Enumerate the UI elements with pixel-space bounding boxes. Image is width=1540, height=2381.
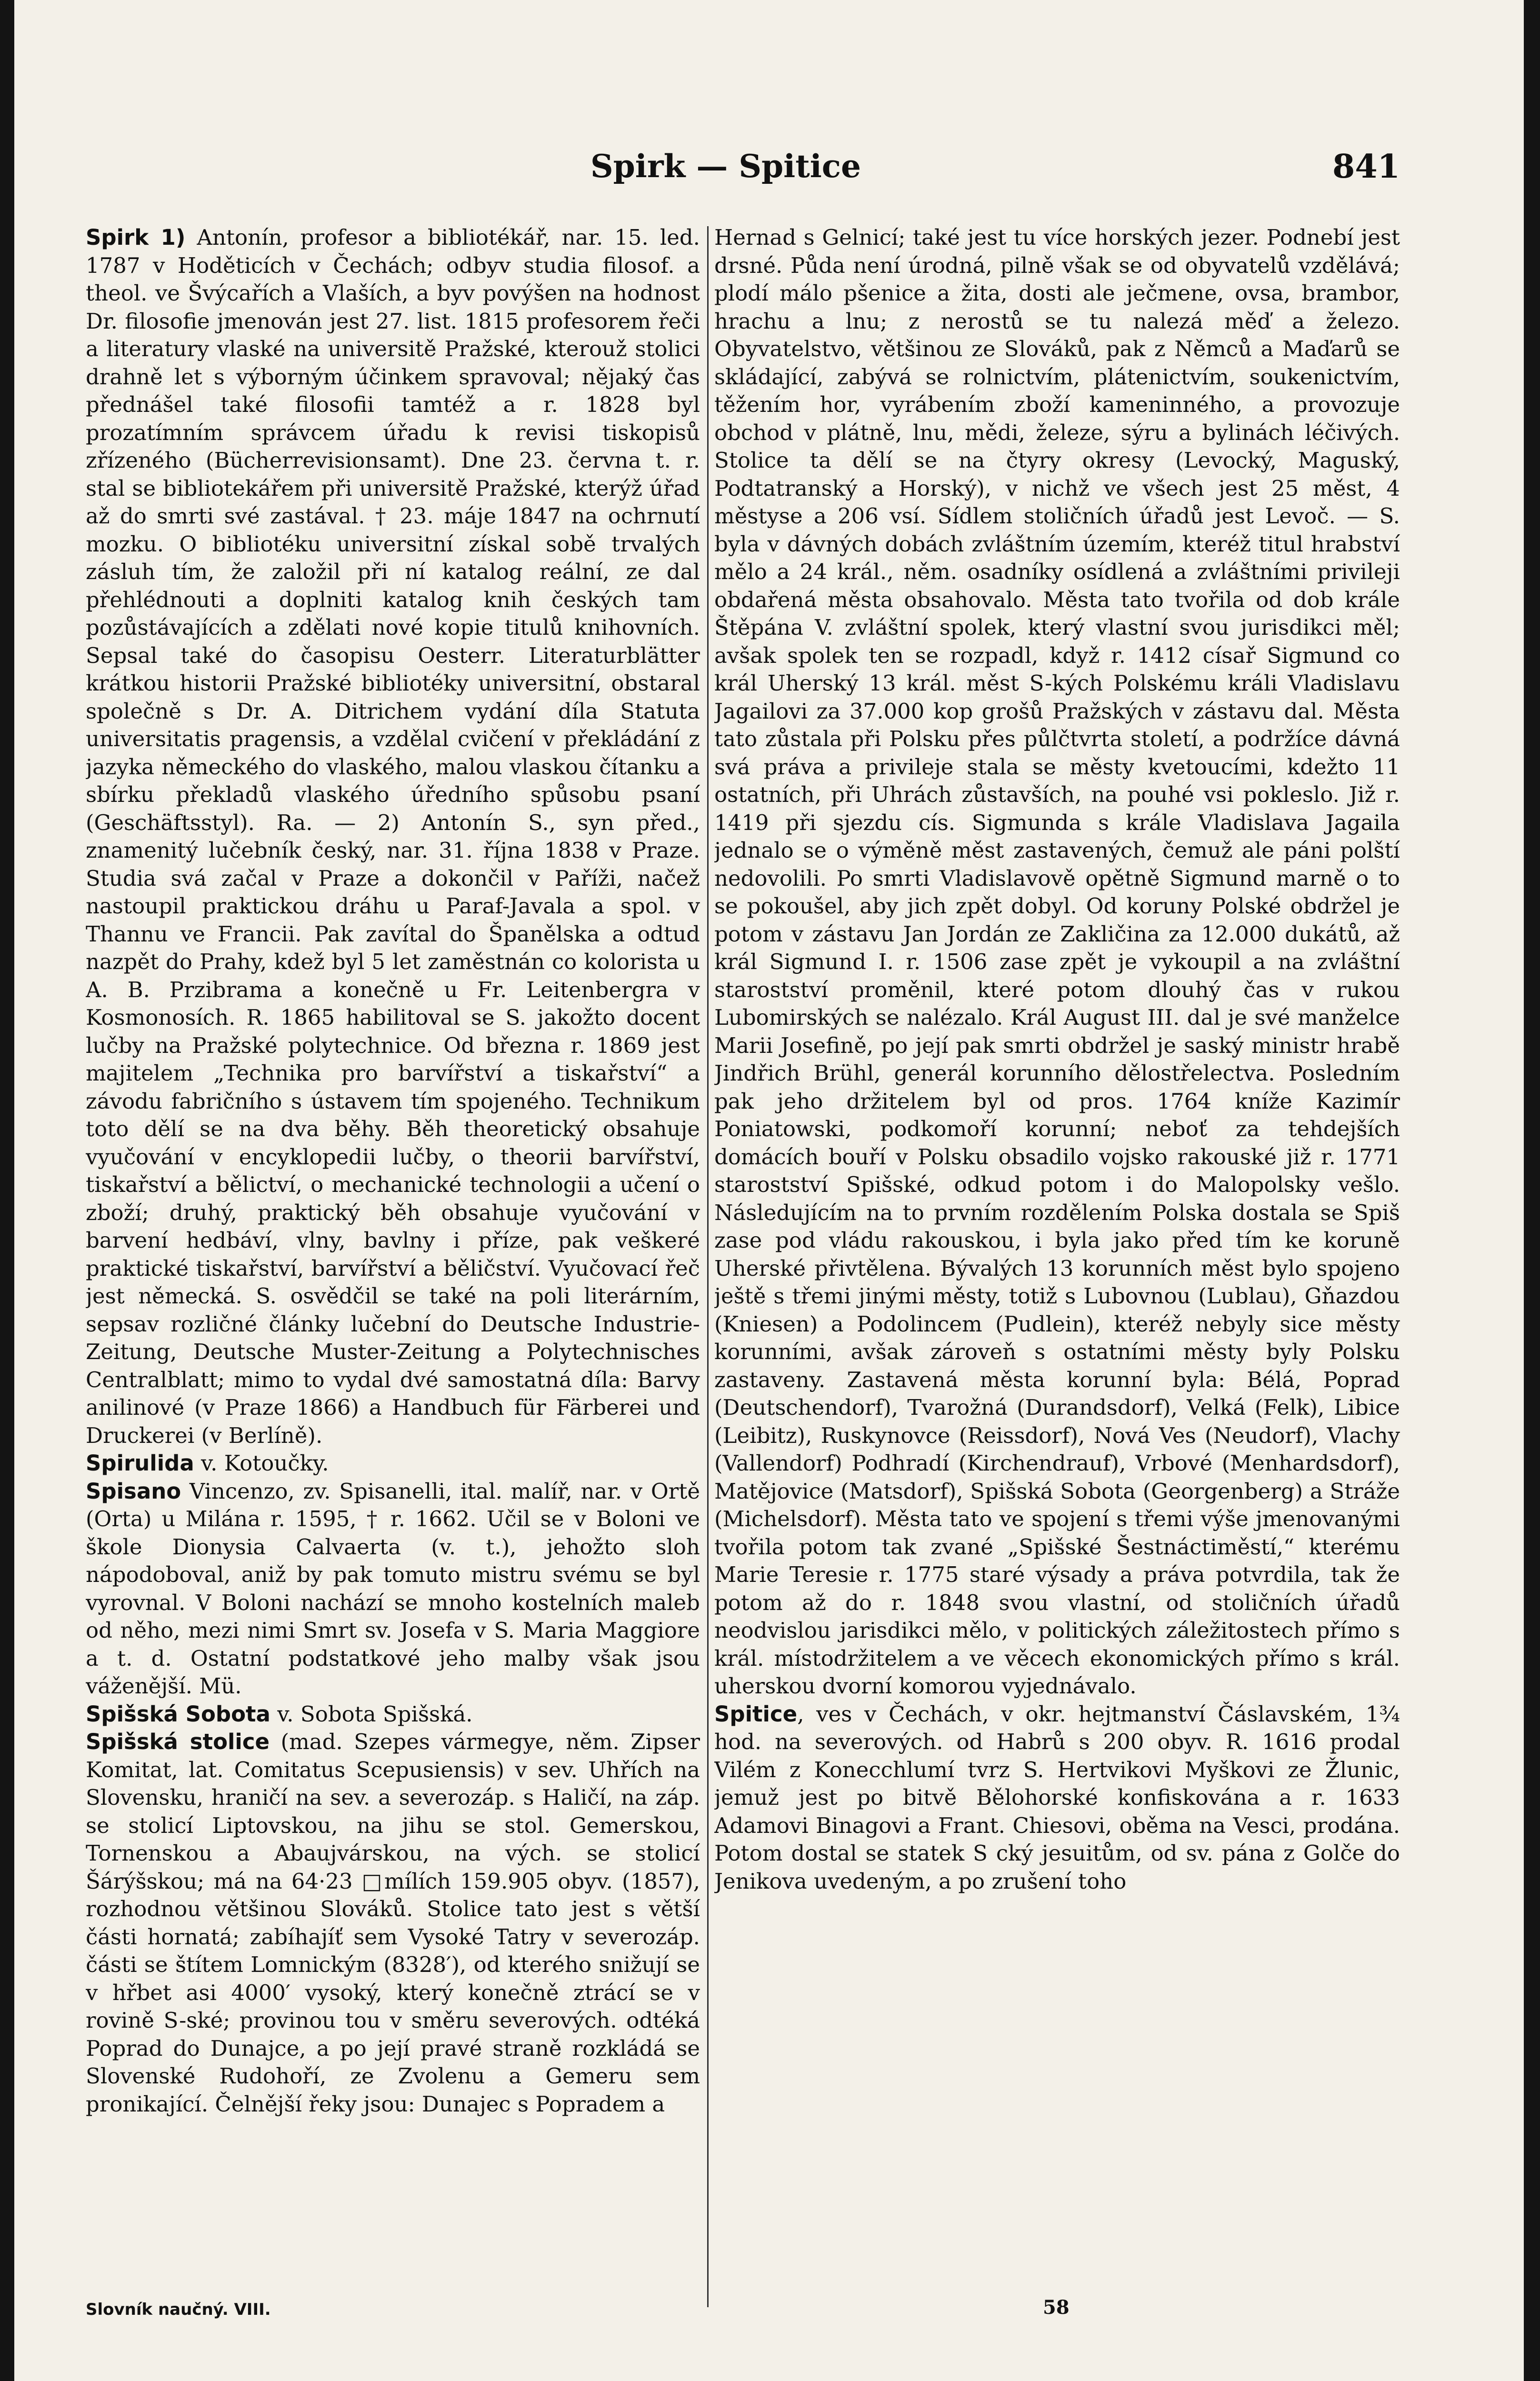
entry-spirulida — [86, 1450, 700, 1478]
headword: Spirulida — [86, 1451, 194, 1476]
entry-text: , ves v Čechách, v okr. hejtmanství Čáslavském, 1¾ hod. na severových. od Habrů s 200 obyv. R. 1616 prodal Vilém z Konecchlumí tvrz S. Hertvikovi Myškovi ze Žlunic, jemuž jest po bitvě Bělohorské konfiskována a r. 1633 Adamovi Binagovi a Frant. Chiesovi, oběma na Vesci, prodána. Potom dostal se statek S cký jesuitům, od sv. pána z Golče do Jenikova uvedeným, a po zrušení toho — [714, 1701, 1400, 1894]
entry-continuation — [714, 224, 1400, 1701]
entry-spitice — [714, 1701, 1400, 1896]
entry-spirk — [86, 224, 700, 1450]
right-column — [714, 224, 1400, 2271]
headword: Spišská stolice — [86, 1729, 270, 1754]
entry-text: v. Kotoučky. — [194, 1451, 329, 1476]
sheet-number: 58 — [1043, 2296, 1070, 2319]
left-column — [86, 224, 700, 2271]
page-header — [76, 143, 1400, 195]
headword: Spišská Sobota — [86, 1701, 270, 1727]
running-title: Spirk — Spitice — [590, 148, 861, 185]
entry-text: Vincenzo, zv. Spisanelli, ital. malíř, nar. v Ortě (Orta) u Milána r. 1595, † r. 1662. Učil se v Boloni ve škole Dionysia Calvaerta (v. t.), jehožto sloh nápodoboval, aniž by pak tomuto mistru svému se byl vyrovnal. V Boloni nachází se mnoho kostelních maleb od něho, mezi nimi Smrt sv. Josefa v S. Maria Maggiore a t. d. Ostatní podstatkové jeho malby však jsou váženější. Mü. — [86, 1478, 700, 1699]
entry-text: Hernad s Gelnicí; také jest tu více horských jezer. Podnebí jest drsné. Půda není úrodná, pilně však se od obyvatelů vzdělává; plodí málo pšenice a žita, dosti ale ječmene, ovsa, brambor, hrachu a lnu; z nerostů se tu nalezá měď a železo. Obyvatelstvo, většinou ze Slováků, pak z Němců a Maďarů se skládající, zabývá se rolnictvím, plátenictvím, soukenictvím, těžením hor, vyrábením zboží kameninného, a provozuje obchod v plátně, lnu, mědi, železe, sýru a bylinách léčivých. Stolice ta dělí se na čtyry okresy (Levocký, Maguský, Podtatranský a Horský), v nichž ve všech jest 25 měst, 4 městyse a 206 vsí. Sídlem stoličních úřadů jest Levoč. — S. byla v dávných dobách zvláštním územím, kteréž titul hrabství mělo a 24 král., něm. osadníky osídlená a zvláštními privileji obdařená města obsahovalo. Města tato tvořila od dob krále Štěpána V. zvláštní spolek, který vlastní svou jurisdikci měl; avšak spolek ten se rozpadl, když r. 1412 císař Sigmund co král Uherský 13 král. měst S-kých Polskému králi Vladislavu Jagailovi za 37.000 kop grošů Pražských v zástavu dal. Města tato zůstala při Polsku přes půlčtvrta století, a podržíce dávná svá práva a privileje stala se městy kvetoucími, kdežto 11 ostatních, při Uhrách zůstavších, na pouhé vsi pokleslo. Již r. 1419 při sjezdu cís. Sigmunda s krále Vladislava Jagaila jednalo se o výměně měst zastavených, čemuž ale páni polští nedovolili. Po smrti Vladislavově opětně Sigmund marně o to se pokoušel, aby jich zpět dobyl. Od koruny Polské obdržel je potom v zástavu Jan Jordán ze Zakličina za 12.000 dukátů, až král Sigmund I. r. 1506 zase zpět je vykoupil a na zvláštní starostství proměnil, které potom dlouhý čas v rukou Lubomirských se nalézalo. Král August III. dal je své manželce Marii Josefině, po její pak smrti obdržel je saský ministr hrabě Jindřich Brühl, generál korunního dělostřelectva. Posledním pak jeho držitelem byl od pros. 1764 kníže Kazimír Poniatowski, podkomoří korunní; neboť za tehdejších domácích bouří v Polsku obsadilo vojsko rakouské již r. 1771 starostství Spišské, odkud potom i do Malopolsky vešlo. Následujícím na to prvním rozdělením Polska dostala se Spiš zase pod vládu rakouskou, i byla jako před tím ke koruně Uherské přivtělena. Bývalých 13 korunních měst bylo spojeno ještě s třemi jinými městy, totiž s Lubovnou (Lublau), Gňazdou (Kniesen) a Podolincem (Pudlein), kteréž nebyly sice městy korunními, avšak zároveň s ostatními městy byly Polsku zastaveny. Zastavená města korunní byla: Bélá, Poprad (Deutschendorf), Tvarožná (Durandsdorf), Velká (Felk), Libice (Leibitz), Ruskynovce (Reissdorf), Nová Ves (Neudorf), Vlachy (Vallendorf) Podhradí (Kirchendrauf), Vrbové (Menhardsdorf), Matějovice (Matsdorf), Spišská Sobota (Georgenberg) a Stráže (Michelsdorf). Města tato ve spojení s třemi výše jmenovanými tvořila potom tak zvané „Spišské Šestnáctiměstí,“ kterému Marie Teresie r. 1775 staré výsady a práva potvrdila, tak že potom až do r. 1848 svou vlastní, od stoličních úřadů neodvislou jarisdikci mělo, v politických záležitostech přímo s král. místodržitelem a ve věcech ekonomických přímo s král. uherskou dvorní komorou vyjednávalo. — [714, 225, 1400, 1699]
entry-text: (mad. Szepes vármegye, něm. Zipser Komitat, lat. Comitatus Scepusiensis) v sev. Uhřích na Slovensku, hraničí na sev. a severozáp. s Haličí, na záp. se stolicí Liptovskou, na jihu se stol. Gemerskou, Tornenskou a Abaujvárskou, na vých. se stolicí Šárýšskou; má na 64·23 □mílích 159.905 obyv. (1857), rozhodnou většinou Slováků. Stolice tato jest s větší části hornatá; zabíhajíť sem Vysoké Tatry v severozáp. části se štítem Lomnickým (8328′), od kterého snižují se v hřbet asi 4000′ vysoký, který konečně ztrácí se v rovině S-ské; provinou tou v směru severových. odtéká Poprad do Dunajce, a po její pravé straně rozkládá se Slovenské Rudohoří, ze Zvolenu a Gemeru sem pronikající. Čelnější řeky jsou: Dunajec s Popradem a — [86, 1729, 700, 2117]
headword: Spirk 1) — [86, 225, 186, 250]
entry-text: Antonín, profesor a bibliotékář, nar. 15. led. 1787 v Hoděticích v Čechách; odbyv studia filosof. a theol. ve Švýcařích a Vlaších, a byv povýšen na hodnost Dr. filosofie jmenován jest 27. list. 1815 profesorem řeči a literatury vlaské na universitě Pražské, kterouž stolici drahně let s výborným účinkem spravoval; nějaký čas přednášel také filosofii tamtéž a r. 1828 byl prozatímním správcem úřadu k revisi tiskopisů zřízeného (Bücherrevisionsamt). Dne 23. června t. r. stal se bibliotekářem při universitě Pražské, kterýž úřad až do smrti své zastával. † 23. máje 1847 na ochrnutí mozku. O bibliotéku universitní získal sobě trvalých zásluh tím, že založil při ní katalog reální, ze dal přehlédnouti a doplniti katalog knih českých tam pozůstávajících a zdělati nové kopie titulů knihovních. Sepsal také do časopisu Oesterr. Literaturblätter krátkou historii Pražské bibliotéky universitní, obstaral společně s Dr. A. Ditrichem vydání díla Statuta universitatis pragensis, a vzdělal cvičení v překládání z jazyka německého do vlaského, malou vlaskou čítanku a sbírku překladů vlaského úředního spůsobu psaní (Geschäftsstyl). Ra. — 2) Antonín S., syn před., znamenitý lučebník český, nar. 31. října 1838 v Praze. Studia svá začal v Praze a dokončil v Paříži, načež nastoupil praktickou dráhu u Paraf-Javala a spol. v Thannu ve Francii. Pak zavítal do Španělska a odtud nazpět do Prahy, kdež byl 5 let zaměstnán co kolorista u A. B. Przibrama a konečně u Fr. Leitenbergra v Kosmonosích. R. 1865 habilitoval se S. jakožto docent lučby na Pražské polytechnice. Od března r. 1869 jest majitelem „Technika pro barvířství a tiskařství“ a závodu fabričního s ústavem tím spojeného. Technikum toto dělí se na dva běhy. Běh theoretický obsahuje vyučování v encyklopedii lučby, o theorii barvířství, tiskařství a bělictví, o mechanické technologii a učení o zboží; druhý, praktický běh obsahuje vyučování v barvení hedbáví, vlny, bavlny i příze, pak veškeré praktické tiskařství, barvířství a běličství. Vyučovací řeč jest německá. S. osvědčil se také na poli literárním, sepsav rozličné články lučební do Deutsche Industrie-Zeitung, Deutsche Muster-Zeitung a Polytechnisches Centralblatt; mimo to vydal dvé samostatná díla: Barvy anilinové (v Praze 1866) a Handbuch für Färberei und Druckerei (v Berlíně). — [86, 225, 700, 1448]
headword: Spitice — [714, 1701, 798, 1727]
book-page — [14, 0, 1524, 2381]
entry-spisska-stolice — [86, 1728, 700, 2118]
headword: Spisano — [86, 1478, 181, 1504]
entry-spisska-sobota — [86, 1701, 700, 1729]
entry-text: v. Sobota Spišská. — [270, 1701, 473, 1727]
printer-signature: Slovník naučný. VIII. — [86, 2300, 271, 2319]
page-footer — [86, 2296, 1400, 2329]
column-divider — [707, 226, 709, 2307]
page-number: 841 — [1332, 148, 1400, 186]
entry-spisano — [86, 1478, 700, 1701]
